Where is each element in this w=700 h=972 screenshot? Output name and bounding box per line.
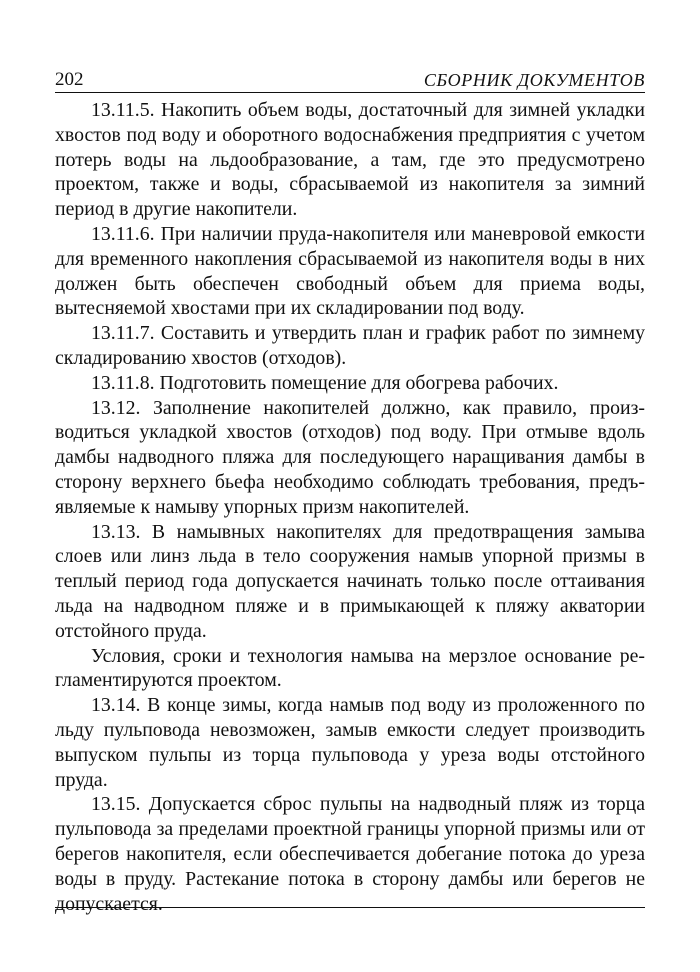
footer-rule xyxy=(55,907,645,908)
page-header xyxy=(55,66,645,93)
paragraph-13-11-8: 13.11.8. Подготовить помещение для обогрева рабочих. xyxy=(91,371,559,394)
document-page xyxy=(55,66,645,916)
paragraph-13-14: 13.14. В конце зимы, когда намыв под воду из проложенного по льду пульповода невозможен, замыв емкости следует производить выпуском пульпы из торца пульповода у уреза воды отстойного пруда. xyxy=(55,694,645,791)
paragraph-13-12: 13.12. Заполнение накопителей должно, как правило, производиться укладкой хвостов (отходов) под воду. При отмыве вдоль дамбы надводного пляжа для последующего наращивания дамбы в сторону верхнего бьефа необходимо соблюдать требования, предъявляемые к намыву упорных призм накопителей. xyxy=(55,396,645,518)
paragraph-13-13: 13.13. В намывных накопителях для предотвращения замыва слоев или линз льда в тело сооружения намыв упорной призмы в теплый период года допускается начинать только после оттаивания льда на надводном пляже и в примыкающей к пляжу акватории отстойного пруда. xyxy=(55,520,645,642)
page-number: 202 xyxy=(55,69,84,90)
paragraph-13-15: 13.15. Допускается сброс пульпы на надводный пляж из торца пульповода за пределами проектной границы упорной призмы или от берегов накопителя, если обеспечивается добегание потока до уреза воды в пруду. Растекание потока в сторону дамбы или берегов не допускается. xyxy=(55,793,645,915)
body-text xyxy=(55,98,645,916)
paragraph-conditions: Условия, сроки и технология намыва на мерзлое основание регламентируются проектом. xyxy=(55,644,645,692)
paragraph-13-11-6: 13.11.6. При наличии пруда-накопителя или маневровой емкости для временного накопления сбрасываемой из накопителя воды в них должен быть обеспечен свободный объем для приема воды, вытесняемой хвостами при их складировании под воду. xyxy=(55,222,645,320)
paragraph-13-11-7: 13.11.7. Составить и утвердить план и график работ по зимнему складированию хвостов (отходов). xyxy=(55,322,645,369)
paragraph-13-11-5: 13.11.5. Накопить объем воды, достаточный для зимней укладки хвостов под воду и оборотного водоснабжения предприятия с учетом потерь воды на льдообразование, а там, где это предусмотрено проектом, также и воды, сбрасываемой из накопителя за зимний период в другие накопители. xyxy=(55,99,645,221)
running-title: СБОРНИК ДОКУМЕНТОВ xyxy=(423,70,645,90)
